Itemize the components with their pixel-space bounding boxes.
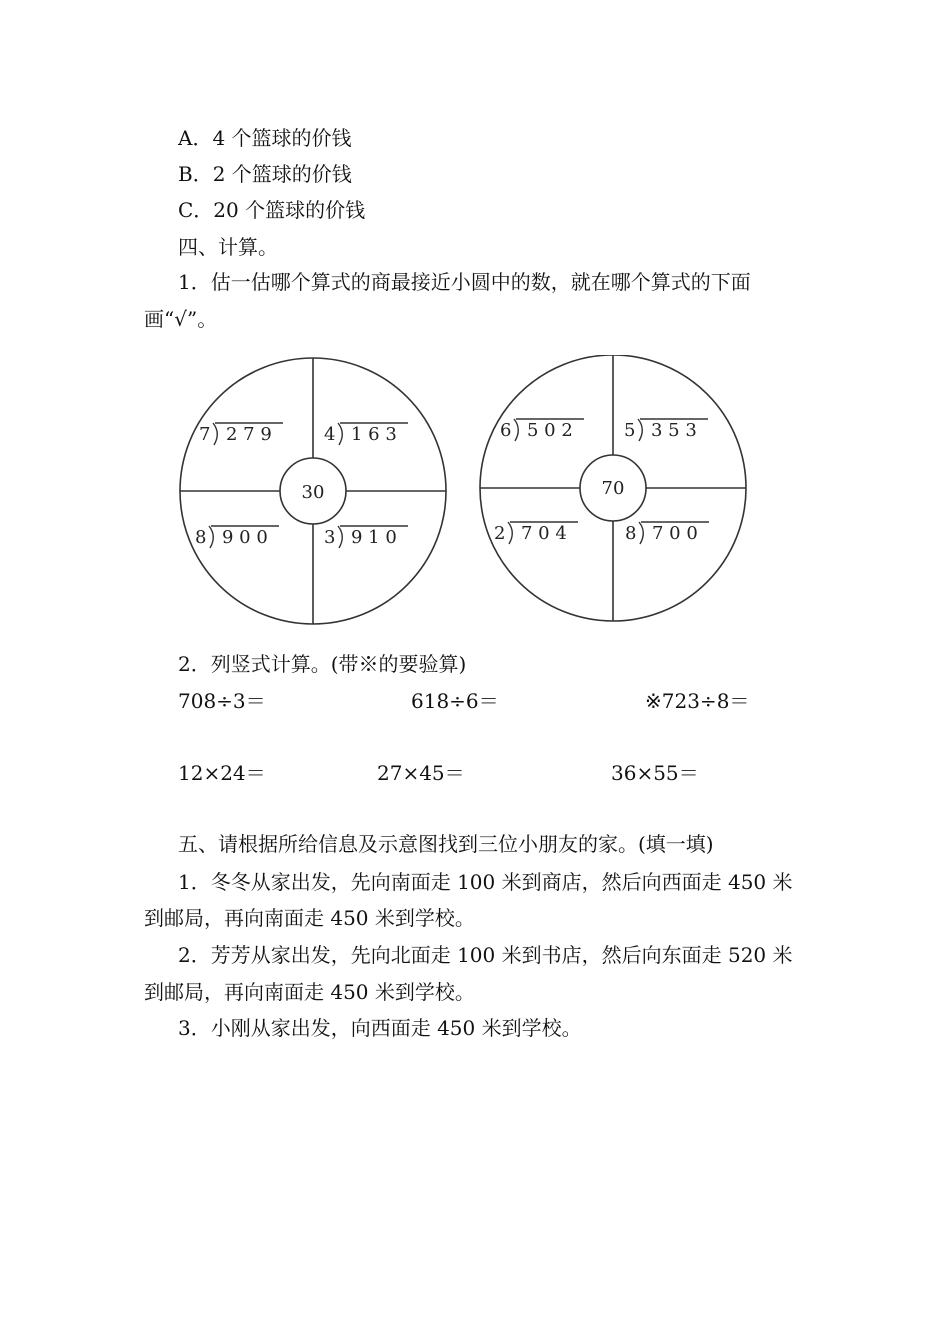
divisor: 8 <box>625 523 637 544</box>
circle1-center: 30 <box>301 482 325 503</box>
q1-line2: 画“√”。 <box>144 307 218 331</box>
calc-item: 618÷6＝ <box>411 689 499 713</box>
section5-heading: 五、请根据所给信息及示意图找到三位小朋友的家。(填一填) <box>178 832 714 856</box>
divisor: 5 <box>624 420 636 441</box>
dividend: 5 0 2 <box>527 420 573 441</box>
div-problem <box>195 526 279 548</box>
estimation-circles <box>0 355 950 635</box>
dividend: 1 6 3 <box>351 424 397 445</box>
div-problem <box>324 423 408 445</box>
divisor: 2 <box>494 523 506 544</box>
divisor: 7 <box>199 424 211 445</box>
p2-line1: 2．芳芳从家出发，先向北面走 100 米到书店，然后向东面走 520 米 <box>178 943 793 967</box>
option-a: A．4 个篮球的价钱 <box>178 126 352 150</box>
div-problem <box>199 423 283 445</box>
calc-item: 27×45＝ <box>377 761 465 785</box>
calc-item: 36×55＝ <box>611 761 699 785</box>
dividend: 7 0 4 <box>521 523 567 544</box>
div-problem <box>494 522 578 544</box>
option-b: B．2 个篮球的价钱 <box>178 162 352 186</box>
dividend: 3 5 3 <box>651 420 697 441</box>
dividend: 9 1 0 <box>351 527 397 548</box>
circle2-center: 70 <box>601 478 625 499</box>
p1-line2: 到邮局，再向南面走 450 米到学校。 <box>144 906 475 930</box>
q2-title: 2．列竖式计算。(带※的要验算) <box>178 652 467 676</box>
div-problem <box>500 419 584 441</box>
divisor: 3 <box>324 527 336 548</box>
q1-line1: 1．估一估哪个算式的商最接近小圆中的数，就在哪个算式的下面 <box>178 270 751 294</box>
div-problem <box>324 526 408 548</box>
section4-heading: 四、计算。 <box>178 235 278 259</box>
option-c: C．20 个篮球的价钱 <box>178 198 366 222</box>
divisor: 8 <box>195 527 207 548</box>
p2-line2: 到邮局，再向南面走 450 米到学校。 <box>144 980 475 1004</box>
div-problem <box>624 419 708 441</box>
calc-item: 708÷3＝ <box>178 689 266 713</box>
divisor: 4 <box>324 424 336 445</box>
dividend: 7 0 0 <box>652 523 698 544</box>
div-problem <box>625 522 709 544</box>
dividend: 9 0 0 <box>222 527 268 548</box>
p1-line1: 1．冬冬从家出发，先向南面走 100 米到商店，然后向西面走 450 米 <box>178 870 793 894</box>
dividend: 2 7 9 <box>226 424 272 445</box>
divisor: 6 <box>500 420 512 441</box>
calc-item: ※723÷8＝ <box>645 689 750 713</box>
calc-item: 12×24＝ <box>178 761 266 785</box>
p3: 3．小刚从家出发，向西面走 450 米到学校。 <box>178 1016 582 1040</box>
